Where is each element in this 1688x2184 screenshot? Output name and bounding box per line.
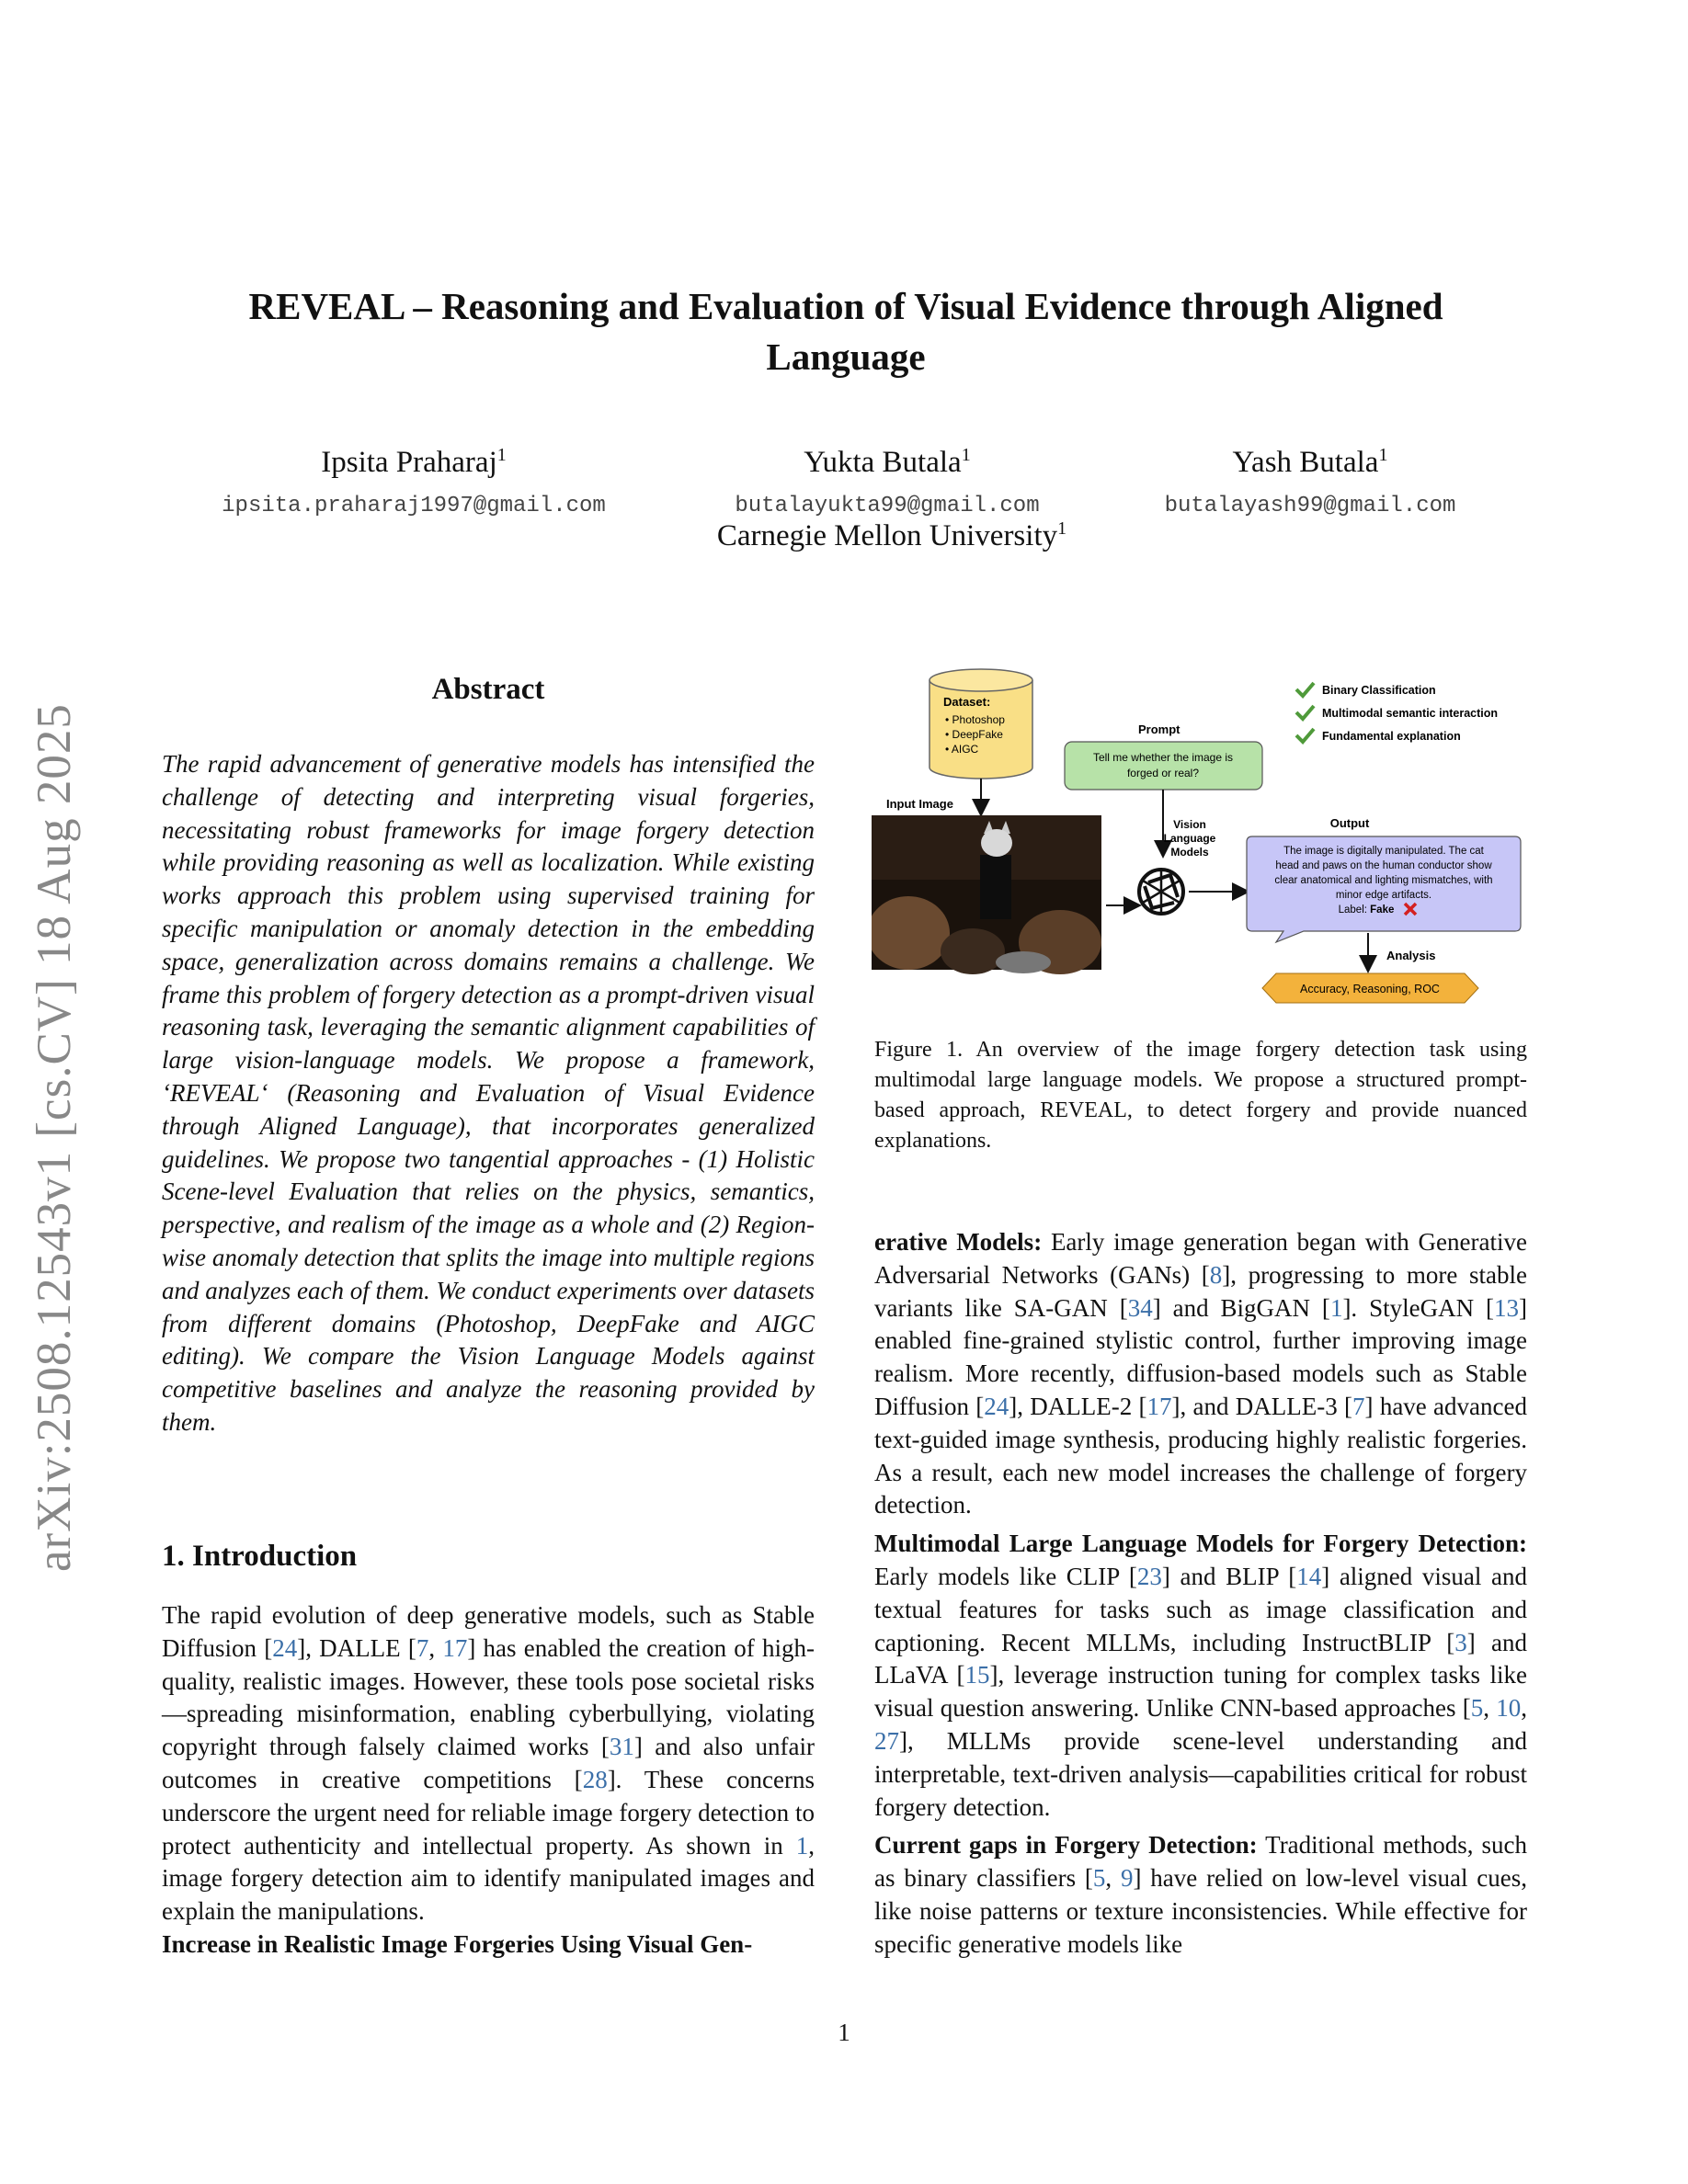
figure-1 <box>872 666 1534 1016</box>
citation-link[interactable]: 24 <box>984 1392 1009 1420</box>
abstract-text: The rapid advancement of generative models has intensified the challenge of detecting and interpreting visual forgeries, necessitating robust frameworks for image forgery detection while providing reasoning as well as localization. While existing works approach this problem using supervised training for specific manipulation or anomaly detection in the embedding space, generalization across domains remains a challenge. We frame this problem of forgery detection as a prompt-driven visual reasoning task, leveraging the semantic alignment capabilities of large vision-language models. We propose a framework, ‘REVEAL‘ (Reasoning and Evaluation of Visual Evidence through Aligned Language), that incorporates generalized guidelines. We propose two tangential approaches - (1) Holistic Scene-level Evaluation that relies on the physics, semantics, perspective, and realism of the image as a whole and (2) Region-wise anomaly detection that splits the image into multiple regions and analyzes each of them. We conduct experiments over datasets from different domains (Photoshop, DeepFake and AIGC editing). We compare the Vision Language Models against competitive baselines and analyze the reasoning provided by them. <box>162 750 815 1436</box>
affiliation-name: Carnegie Mellon University <box>716 519 1058 552</box>
paragraph: erative Models: Early image generation began with Generative Adversarial Networks (GANs) [8], progressing to more stable variants like SA-GAN [34] and BigGAN [1]. StyleGAN [13] enabled fine-grained stylistic control, further improving image realism. More recently, diffusion-based models such as Stable Diffusion [24], DALLE-2 [17], and DALLE-3 [7] have advanced text-guided image synthesis, producing highly realistic forgeries. As a result, each new model increases the challenge of forgery detection. <box>874 1228 1528 1519</box>
vlm-label: Vision <box>1173 818 1206 831</box>
author-name: Ipsita Praharaj <box>321 446 497 479</box>
prompt-text: forged or real? <box>1126 767 1200 779</box>
check-label: Multimodal semantic interaction <box>1322 707 1499 720</box>
input-image <box>872 815 1101 974</box>
citation-link[interactable]: 15 <box>964 1661 990 1689</box>
section-heading: 1. Introduction <box>162 1540 358 1573</box>
citation-link[interactable]: 28 <box>582 1765 608 1793</box>
author-name: Yukta Butala <box>804 446 962 479</box>
output-line: clear anatomical and lighting mismatches, with <box>1274 875 1493 886</box>
citation-link[interactable]: 3 <box>1454 1628 1467 1656</box>
citation-link[interactable]: 7 <box>1352 1392 1365 1420</box>
figure-caption: Figure 1. An overview of the image forgery detection task using multimodal large language models. We propose a structured prompt-based approach, REVEAL, to detect forgery and provide nuanced explanations. <box>874 1038 1527 1153</box>
author-name: Yash Butala <box>1232 446 1379 479</box>
dataset-item: • DeepFake <box>945 728 1003 741</box>
right-column-text <box>874 1226 1527 1967</box>
affiliation-sup: 1 <box>1057 518 1067 539</box>
check-label: Binary Classification <box>1322 684 1436 697</box>
citation-link[interactable]: 5 <box>1092 1864 1106 1893</box>
arxiv-stamp: arXiv:2508.12543v1 [cs.CV] 18 Aug 2025 <box>28 703 81 1572</box>
vlm-logo-icon <box>1139 870 1183 914</box>
citation-link[interactable]: 17 <box>1146 1392 1172 1420</box>
overview-diagram <box>872 666 1534 1016</box>
citation-link[interactable]: 1 <box>1329 1293 1343 1322</box>
figure-ref-link[interactable]: 1 <box>795 1831 809 1860</box>
abstract-heading: Abstract <box>431 673 545 706</box>
author-sup: 1 <box>961 445 971 465</box>
author-1 <box>175 445 653 480</box>
analysis-label: Analysis <box>1386 949 1436 962</box>
author-2 <box>648 445 1126 480</box>
prompt-box <box>1065 742 1262 790</box>
citation-link[interactable]: 14 <box>1296 1562 1322 1590</box>
citation-link[interactable]: 23 <box>1136 1562 1162 1590</box>
intro-text: The rapid evolution of deep generative models, such as Stable Diffusion [24], DALLE [7, 17] has enabled the creation of high-quality, realistic images. However, these tools pose societal risks—spreading misinformation, enabling cyberbullying, violating copyright through falsely claimed works [31] and also unfair outcomes in creative competitions [28]. These concerns underscore the urgent need for reliable image forgery detection to protect authenticity and intellectual property. As shown in 1, image forgery detection aim to identify manipulated images and explain the manipulations. Increase in Realistic Image Forgeries Using Visual Gen- <box>162 1601 815 1958</box>
citation-link[interactable]: 7 <box>416 1633 429 1662</box>
author-email[interactable]: ipsita.praharaj1997@gmail.com <box>222 494 606 518</box>
vlm-label: Language <box>1163 832 1216 845</box>
dataset-title: Dataset: <box>943 695 991 709</box>
prompt-label: Prompt <box>1138 722 1180 736</box>
affiliation <box>515 518 1269 553</box>
output-label-line: Label: Fake <box>1338 904 1395 916</box>
output-line: head and paws on the human conductor show <box>1275 860 1492 871</box>
author-3 <box>1071 445 1549 480</box>
vlm-label: Models <box>1170 846 1209 859</box>
page-number: 1 <box>838 2019 850 2046</box>
citation-link[interactable]: 9 <box>1120 1864 1134 1893</box>
citation-link[interactable]: 24 <box>272 1633 298 1662</box>
input-label: Input Image <box>886 797 953 811</box>
author-sup: 1 <box>496 445 507 465</box>
citation-link[interactable]: 27 <box>874 1726 899 1755</box>
output-line: The image is digitally manipulated. The cat <box>1283 846 1484 857</box>
check-label: Fundamental explanation <box>1322 730 1461 743</box>
citation-link[interactable]: 31 <box>609 1733 634 1761</box>
dataset-item: • Photoshop <box>945 713 1005 726</box>
author-email[interactable]: butalayukta99@gmail.com <box>735 494 1040 518</box>
citation-link[interactable]: 34 <box>1127 1293 1153 1322</box>
output-line: minor edge artifacts. <box>1335 890 1432 901</box>
check-icon <box>1296 729 1314 742</box>
citation-link[interactable]: 13 <box>1494 1293 1520 1322</box>
citation-link[interactable]: 10 <box>1496 1694 1522 1723</box>
citation-link[interactable]: 17 <box>442 1633 468 1662</box>
paper-title: REVEAL – Reasoning and Evaluation of Visual Evidence through Aligned Language <box>248 285 1443 378</box>
paragraph: Multimodal Large Language Models for Forgery Detection: Early models like CLIP [23] and BLIP [14] aligned visual and textual features for tasks such as image classification and captioning. Recent MLLMs, including InstructBLIP [3] and LLaVA [15], leverage instruction tuning for complex tasks like visual question answering. Unlike CNN-based approaches [5, 10, 27], MLLMs provide scene-level understanding and interpretable, text-driven analysis—capabilities critical for robust forgery detection. <box>874 1530 1528 1821</box>
analysis-text: Accuracy, Reasoning, ROC <box>1300 983 1440 995</box>
paragraph-lead: Increase in Realistic Image Forgeries Using Visual Gen- <box>162 1929 753 1958</box>
check-icon <box>1296 706 1314 719</box>
author-email[interactable]: butalayash99@gmail.com <box>1164 494 1456 518</box>
author-sup: 1 <box>1378 445 1388 465</box>
prompt-text: Tell me whether the image is <box>1092 751 1234 764</box>
check-icon <box>1296 683 1314 696</box>
dataset-item: • AIGC <box>945 743 979 756</box>
citation-link[interactable]: 5 <box>1470 1694 1484 1723</box>
paragraph: Current gaps in Forgery Detection: Traditional methods, such as binary classifiers [5, 9] have relied on low-level visual cues, like noise patterns or texture inconsistencies. While effective for specific generative models like <box>874 1831 1528 1958</box>
output-label: Output <box>1329 816 1370 830</box>
citation-link[interactable]: 8 <box>1209 1260 1223 1289</box>
